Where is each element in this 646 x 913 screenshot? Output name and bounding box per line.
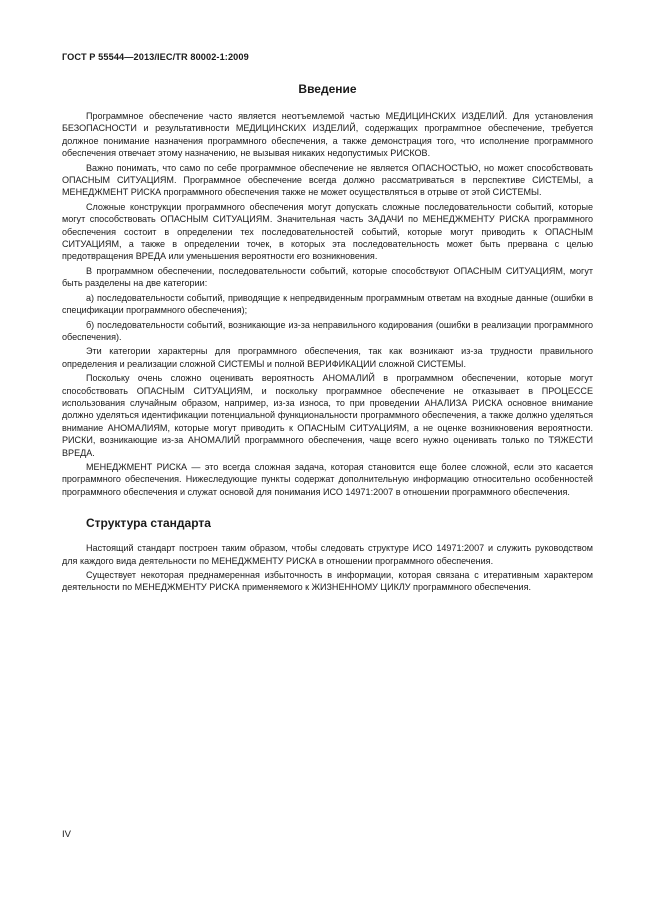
structure-paragraph-2: Существует некоторая преднамеренная избыточность в информации, которая связана с итеративным характером деятельности по МЕНЕДЖМЕНТУ РИСКА применяемого к ЖИЗНЕННОМУ ЦИКЛУ программного обеспечения. [62,570,593,593]
intro-paragraph-1: Программное обеспечение часто является неотъемлемой частью МЕДИЦИНСКИХ ИЗДЕЛИЙ. Для установления БЕЗОПАСНОСТИ и результативности МЕДИЦИНСКИХ ИЗДЕЛИЙ, содержащих програмmное обеспечение, требуется должное понимание назначения программного обеспечения, а также демонстрация того, что исполнение программного обеспечения отвечает этому назначению, не вызывая никаких недопустимых РИСКОВ. [62,111,593,159]
structure-paragraph-1: Настоящий стандарт построен таким образом, чтобы следовать структуре ИСО 14971:2007 и служить руководством для каждого вида деятельности по МЕНЕДЖМЕНТУ РИСКА в отношении программного обеспечения. [62,543,593,566]
page-number: IV [62,829,71,840]
intro-list-item-b: б) последовательности событий, возникающие из-за неправильного кодирования (ошибки в реализации программного обеспечения). [62,319,593,342]
structure-title: Структура стандарта [86,516,211,531]
document-header: ГОСТ Р 55544—2013/IEC/TR 80002-1:2009 [62,52,249,62]
intro-paragraph-3: Сложные конструкции программного обеспечения могут допускать сложные последовательности событий, которые могут способствовать ОПАСНЫМ СИТУАЦИЯМ. Значительная часть ЗАДАЧИ по МЕНЕДЖМЕНТУ РИСКА программного обеспечения состоит в определении тех последовательностей событий, которые могут приводить к ОПАСНЫМ СИТУАЦИЯМ, а также в определении точек, в которых эта последовательность может быть прервана с целью предотвращения ВРЕДА или уменьшения вероятности его возникновения. [62,201,593,262]
intro-paragraph-7: МЕНЕДЖМЕНТ РИСКА — это всегда сложная задача, которая становится еще более сложной, если это касается программного обеспечения. Нижеследующие пункты содержат дополнительную информацию относительно особенностей программного обеспечения и служат основой для понимания ИСО 14971:2007 в отношении программного обеспечения. [62,461,593,497]
intro-list-item-a: а) последовательности событий, приводящие к непредвиденным программным ответам на входные данные (ошибки в спецификации программного обеспечения); [62,292,593,316]
page-content [62,82,593,596]
intro-paragraph-4: В программном обеспечении, последовательности событий, которые способствуют ОПАСНЫМ СИТУАЦИЯМ, могут быть разделены на две категории: [62,265,593,289]
intro-paragraph-2: Важно понимать, что само по себе программное обеспечение не является ОПАСНОСТЬЮ, но может способствовать ОПАСНЫМ СИТУАЦИЯМ. Программное обеспечение всегда должно рассматриваться в перспективе СИСТЕМЫ, а МЕНЕДЖМЕНТ РИСКА программного обеспечения также не может осуществляться в отрыве от этой СИСТЕМЫ. [62,162,593,198]
intro-paragraph-6: Поскольку очень сложно оценивать вероятность АНОМАЛИЙ в программном обеспечении, которые могут способствовать ОПАСНЫМ СИТУАЦИЯМ, и поскольку программное обеспечение не отказывает в ПРОЦЕССЕ использования случайным образом, например, из-за износа, то при проведении АНАЛИЗА РИСКА основное внимание должно уделяться идентификации потенциальной функциональности программного обеспечения, а также должно уделяться внимание АНОМАЛИЯМ, которые могут приводить к ОПАСНЫМ СИТУАЦИЯМ, а не оценке возникновения вероятности. РИСКИ, возникающие из-за АНОМАЛИЙ программного обеспечения, чаще всего нужно оценивать только по ТЯЖЕСТИ ВРЕДА. [62,373,593,458]
introduction-title: Введение [298,82,357,96]
intro-paragraph-5: Эти категории характерны для программного обеспечения, так как возникают из-за трудности правильного определения и реализации сложной СИСТЕМЫ и полной ВЕРИФИКАЦИИ сложной СИСТЕМЫ. [62,346,593,369]
